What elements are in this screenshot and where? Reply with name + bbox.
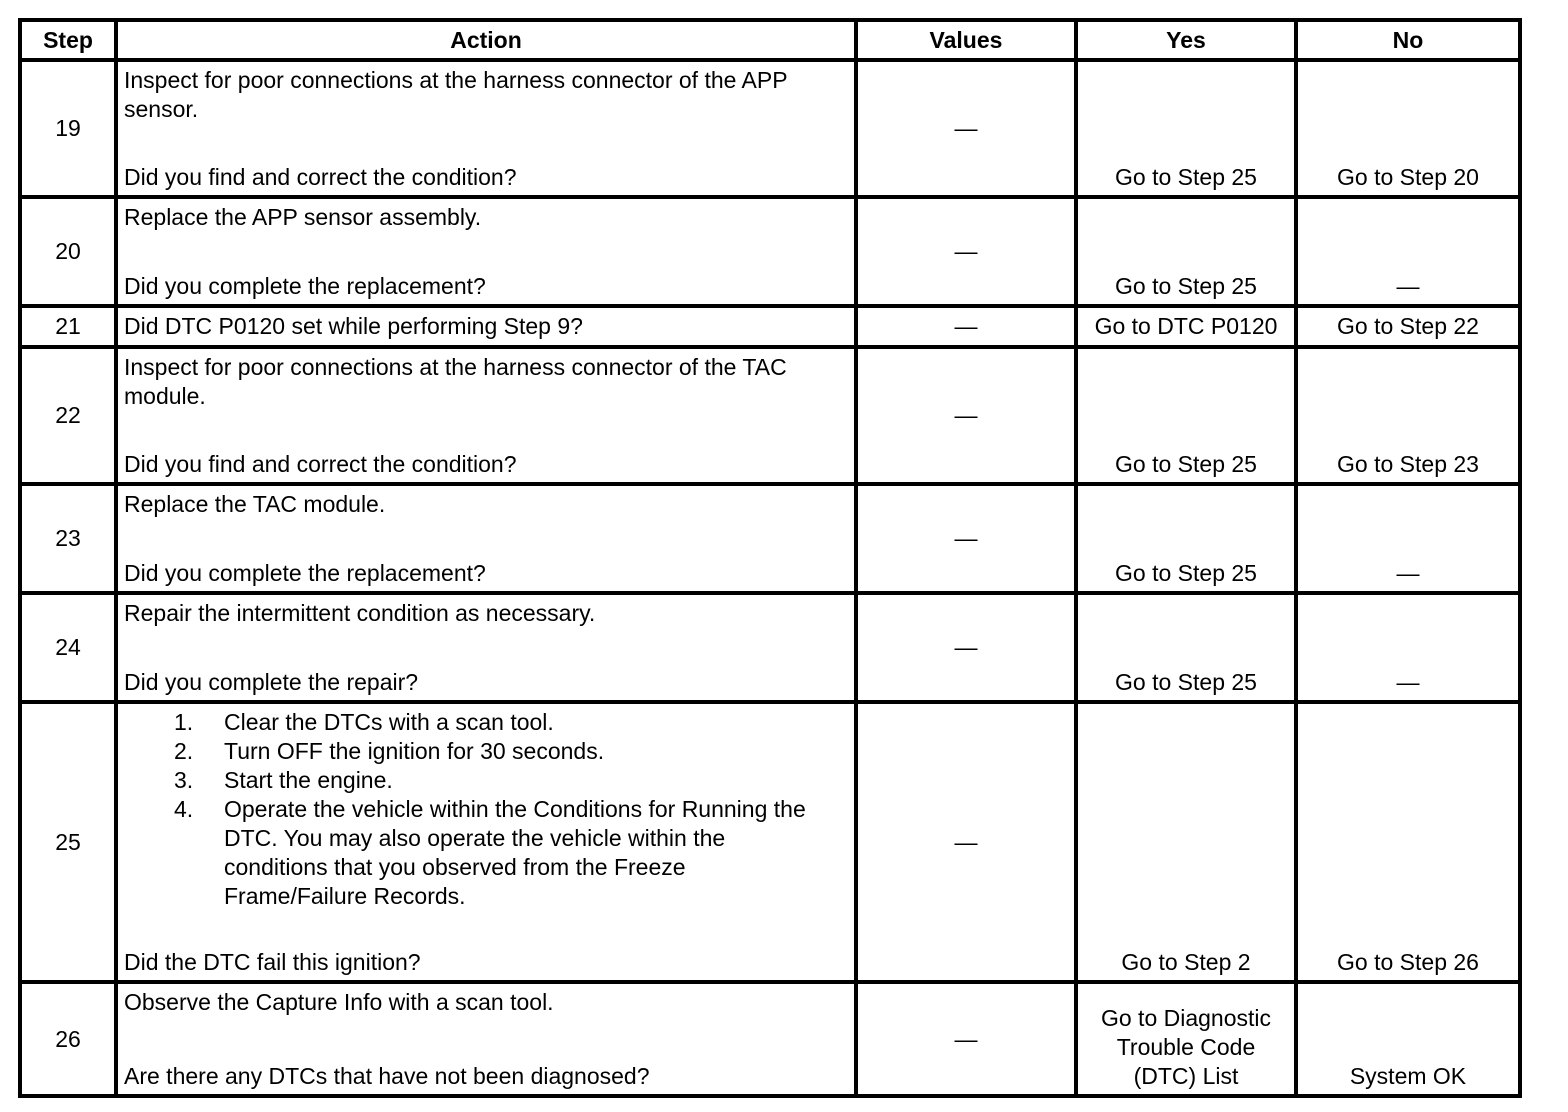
values-cell: — (858, 984, 1078, 1094)
action-cell (118, 308, 858, 349)
action-text: Inspect for poor connections at the harness connector of the TAC module. (124, 354, 787, 409)
step-number: 21 (22, 308, 118, 349)
yes-cell: Go to Diagnostic Trouble Code (DTC) List (1078, 984, 1298, 1094)
yes-cell: Go to Step 2 (1078, 704, 1298, 984)
header-yes: Yes (1078, 22, 1298, 62)
action-question: Did you find and correct the condition? (124, 451, 517, 477)
action-question: Did you complete the replacement? (124, 273, 486, 299)
no-cell: Go to Step 26 (1298, 704, 1518, 984)
header-action: Action (118, 22, 858, 62)
no-cell: — (1298, 595, 1518, 704)
values-cell: — (858, 704, 1078, 984)
values-cell: — (858, 62, 1078, 199)
list-item: 3. Start the engine. (174, 767, 393, 793)
step-number: 19 (22, 62, 118, 199)
action-cell (118, 62, 858, 199)
no-cell: Go to Step 22 (1298, 308, 1518, 349)
step-number: 24 (22, 595, 118, 704)
step-number: 20 (22, 199, 118, 308)
action-question: Did you complete the repair? (124, 669, 419, 695)
yes-cell: Go to Step 25 (1078, 349, 1298, 486)
header-values: Values (858, 22, 1078, 62)
action-cell (118, 486, 858, 595)
list-item: 4. Operate the vehicle within the Conditions for Running the DTC. You may also operate the vehicle within the conditions that you observed from the Freeze Frame/Failure Records. (174, 796, 806, 909)
values-cell: — (858, 308, 1078, 349)
action-text: Repair the intermittent condition as necessary. (124, 600, 596, 626)
action-cell (118, 704, 858, 984)
action-text: Inspect for poor connections at the harness connector of the APP sensor. (124, 67, 788, 122)
header-step: Step (22, 22, 118, 62)
action-cell (118, 984, 858, 1094)
step-number: 22 (22, 349, 118, 486)
action-text: Replace the APP sensor assembly. (124, 204, 482, 230)
no-cell: System OK (1349, 1063, 1467, 1089)
no-cell: Go to Step 20 (1298, 62, 1518, 199)
action-cell (118, 349, 858, 486)
values-cell: — (858, 595, 1078, 704)
action-question: Did the DTC fail this ignition? (124, 949, 421, 975)
yes-cell: Go to Step 25 (1078, 486, 1298, 595)
no-cell: — (1298, 199, 1518, 308)
header-no: No (1298, 22, 1518, 62)
action-cell (118, 199, 858, 308)
values-cell: — (858, 349, 1078, 486)
action-cell (118, 595, 858, 704)
step-number: 25 (22, 704, 118, 984)
yes-cell: Go to Step 25 (1078, 199, 1298, 308)
diagnostic-table (18, 18, 1522, 1098)
list-item: 2. Turn OFF the ignition for 30 seconds. (174, 738, 605, 764)
action-question: Did you find and correct the condition? (124, 164, 517, 190)
action-text: Replace the TAC module. (124, 491, 386, 517)
yes-cell: Go to DTC P0120 (1078, 308, 1298, 349)
yes-cell: Go to Step 25 (1078, 62, 1298, 199)
list-item: 1. Clear the DTCs with a scan tool. (174, 709, 554, 735)
step-number: 23 (22, 486, 118, 595)
no-cell: Go to Step 23 (1298, 349, 1518, 486)
action-text: Observe the Capture Info with a scan tool. (124, 989, 554, 1015)
action-text: Did DTC P0120 set while performing Step 9? (124, 313, 583, 339)
action-question: Did you complete the replacement? (124, 560, 486, 586)
values-cell: — (858, 199, 1078, 308)
values-cell: — (858, 486, 1078, 595)
yes-cell: Go to Step 25 (1078, 595, 1298, 704)
action-question: Are there any DTCs that have not been diagnosed? (124, 1063, 650, 1089)
step-number: 26 (22, 984, 118, 1094)
procedure-list (124, 708, 848, 911)
no-cell: — (1298, 486, 1518, 595)
